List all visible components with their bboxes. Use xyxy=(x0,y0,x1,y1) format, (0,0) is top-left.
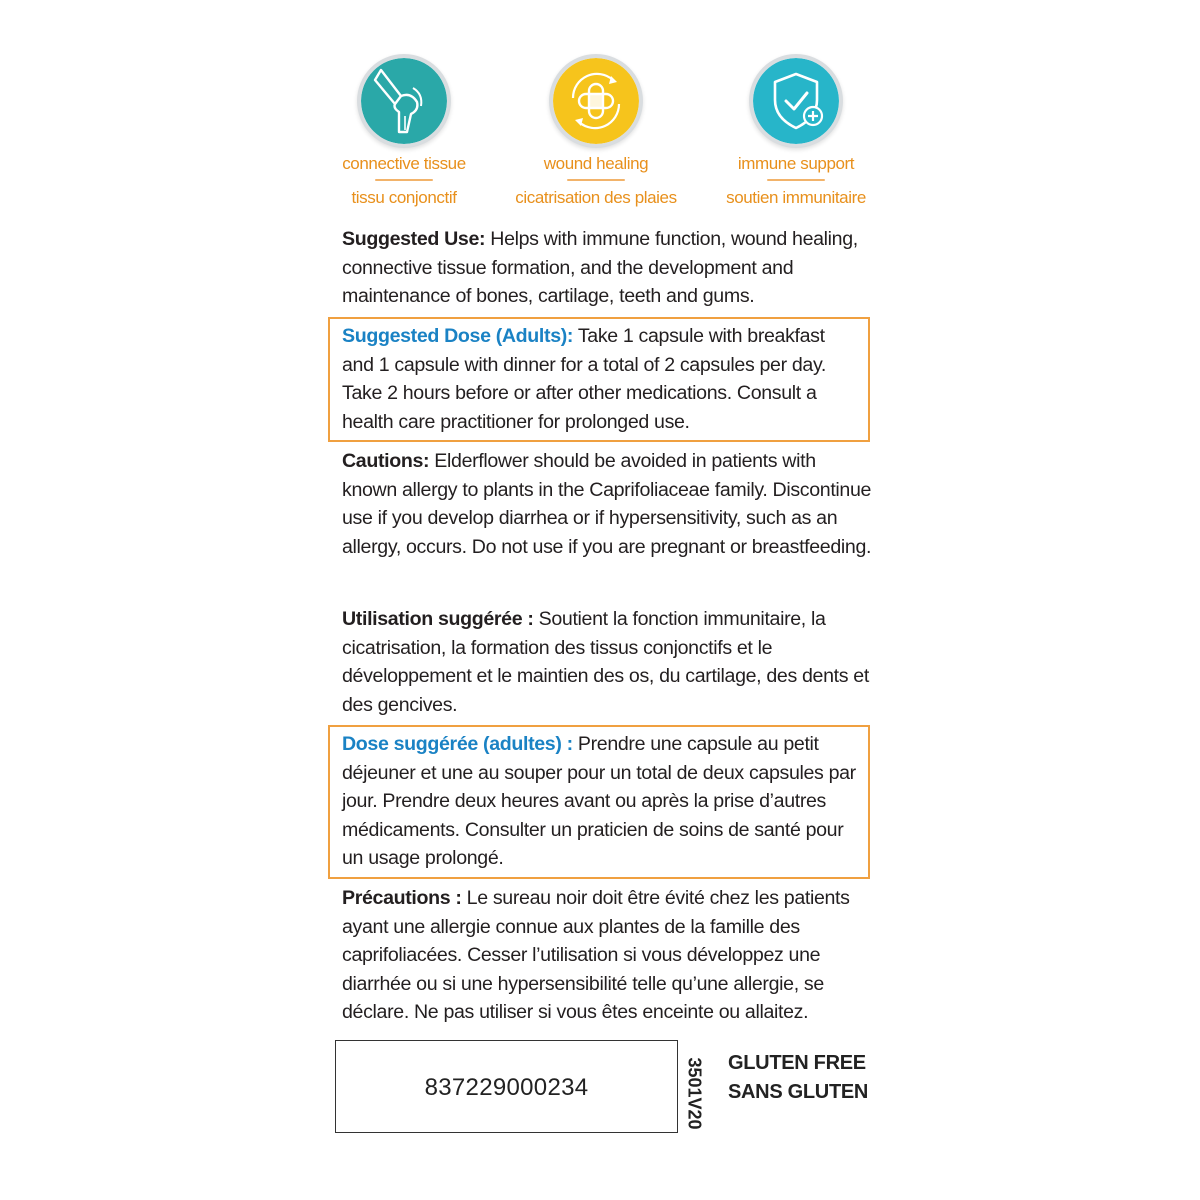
divider xyxy=(567,179,625,181)
dose-suggeree-heading: Dose suggérée (adultes) : xyxy=(342,733,573,755)
icon-label-en: wound healing xyxy=(543,154,649,173)
icon-wound-healing xyxy=(486,58,706,208)
gluten-free-label xyxy=(728,1049,868,1107)
cautions-heading: Cautions: xyxy=(342,450,430,472)
suggested-dose-text: Take 1 capsule with breakfast and 1 capsule with dinner for a total of 2 capsules per day. Take 2 hours before or after other medications. Consult a health care practitioner for prolonged use. xyxy=(342,325,827,433)
utilisation-suggeree-section xyxy=(342,605,872,719)
icon-label-fr: cicatrisation des plaies xyxy=(515,188,677,207)
barcode-number: 837229000234 xyxy=(424,1074,589,1101)
gluten-free-en: GLUTEN FREE xyxy=(728,1052,866,1074)
bandage-icon xyxy=(553,58,639,144)
icon-label-fr: tissu conjonctif xyxy=(351,188,457,207)
suggested-dose-heading: Suggested Dose (Adults): xyxy=(342,325,574,347)
suggested-dose-section xyxy=(342,322,858,436)
cautions-section xyxy=(342,447,872,561)
divider xyxy=(375,179,433,181)
utilisation-suggeree-heading: Utilisation suggérée : xyxy=(342,608,534,630)
icon-connective-tissue xyxy=(294,58,514,208)
precautions-section xyxy=(342,884,872,1027)
icon-label-en: immune support xyxy=(737,154,855,173)
barcode-box xyxy=(335,1040,678,1133)
icon-label-en: connective tissue xyxy=(342,154,466,173)
icon-immune-support xyxy=(686,58,906,208)
precautions-text: Le sureau noir doit être évité chez les patients ayant une allergie connue aux plantes de la famille des caprifoliacées. Cesser l’utilisation si vous développez une diarrhée ou si une hypersensibilité telle qu’une allergie, se déclare. Ne pas utiliser si vous êtes enceinte ou allaitez. xyxy=(342,887,850,1024)
suggested-use-heading: Suggested Use: xyxy=(342,228,486,250)
dose-suggeree-section xyxy=(342,730,862,873)
knee-joint-icon xyxy=(361,58,447,144)
divider xyxy=(767,179,825,181)
utilisation-suggeree-text: Soutient la fonction immunitaire, la cicatrisation, la formation des tissus conjonctifs et le développement et le maintien des os, du cartilage, des dents et des gencives. xyxy=(342,608,869,716)
shield-check-icon xyxy=(753,58,839,144)
lot-code: 3501V20 xyxy=(684,1057,705,1130)
gluten-free-fr: SANS GLUTEN xyxy=(728,1081,869,1103)
suggested-use-text: Helps with immune function, wound healing, connective tissue formation, and the development and maintenance of bones, cartilage, teeth and gums. xyxy=(342,228,858,308)
icon-label-fr: soutien immunitaire xyxy=(726,188,866,207)
cautions-text: Elderflower should be avoided in patients with known allergy to plants in the Caprifoliaceae family. Discontinue use if you develop diarrhea or if hypersensitivity, such as an allergy, occurs. Do not use if you are pregnant or breastfeeding. xyxy=(342,450,872,558)
suggested-use-section xyxy=(342,225,872,311)
dose-suggeree-text: Prendre une capsule au petit déjeuner et une au souper pour un total de deux capsules par jour. Prendre deux heures avant ou après la prise d’autres médicaments. Consulter un praticien de soins de santé pour un usage prolongé. xyxy=(342,733,856,870)
precautions-heading: Précautions : xyxy=(342,887,462,909)
